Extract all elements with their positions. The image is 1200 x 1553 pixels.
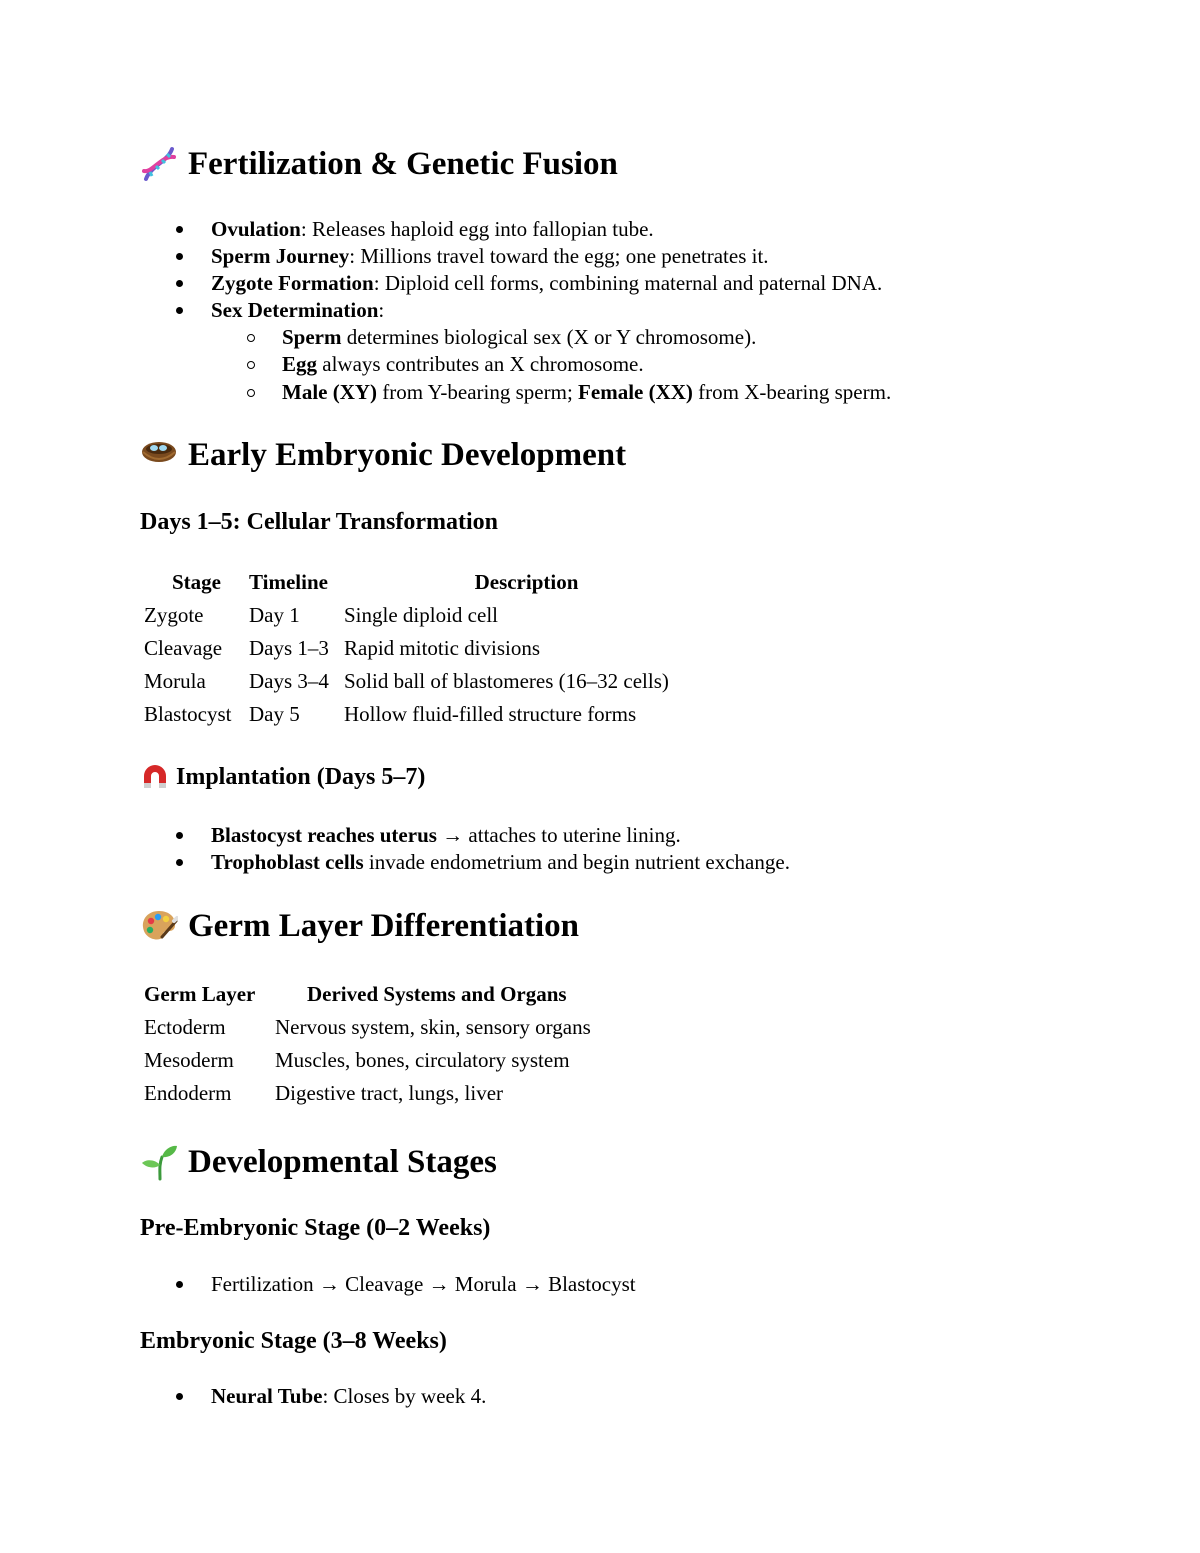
table-cell: Mesoderm (144, 1048, 234, 1072)
section-heading-germ (140, 904, 579, 948)
stages-table (144, 566, 709, 731)
section-title: Germ Layer Differentiation (188, 907, 580, 944)
nest-icon (140, 436, 178, 474)
table-cell: Muscles, bones, circulatory system (275, 1048, 570, 1072)
section-heading-stages (140, 1140, 497, 1184)
table-header: Description (474, 570, 579, 594)
list-item: Sex Determination: (211, 298, 385, 322)
bullet-icon (176, 253, 186, 263)
table-cell: Blastocyst (144, 702, 232, 726)
table-cell: Day 5 (249, 702, 300, 726)
subsection-title: Embryonic Stage (3–8 Weeks) (140, 1328, 447, 1354)
table-row (144, 599, 709, 632)
table-header-row (144, 978, 667, 1011)
table-cell: Solid ball of blastomeres (16–32 cells) (344, 669, 669, 693)
table-cell: Digestive tract, lungs, liver (275, 1081, 504, 1105)
circle-bullet-icon (247, 361, 257, 371)
list-item: Zygote Formation: Diploid cell forms, combining maternal and paternal DNA. (211, 271, 883, 295)
table-row (144, 698, 709, 731)
table-cell: Nervous system, skin, sensory organs (275, 1015, 591, 1039)
section-heading-fertilization (140, 142, 618, 186)
table-row (144, 1044, 667, 1077)
seedling-icon (140, 1143, 178, 1181)
table-cell: Rapid mitotic divisions (344, 636, 541, 660)
section-title: Developmental Stages (188, 1143, 497, 1180)
subsection-title: Pre-Embryonic Stage (0–2 Weeks) (140, 1215, 491, 1241)
table-row (144, 1077, 667, 1110)
table-cell: Zygote (144, 603, 204, 627)
table-row (144, 1011, 667, 1044)
table-header: Germ Layer (144, 982, 256, 1006)
section-title: Fertilization & Genetic Fusion (188, 145, 618, 182)
germ-layer-table (144, 978, 667, 1110)
magnet-icon (140, 762, 170, 792)
table-cell: Ectoderm (144, 1015, 226, 1039)
bullet-icon (176, 307, 186, 317)
table-header: Stage (172, 570, 221, 594)
table-cell: Cleavage (144, 636, 223, 660)
list-subitem: Egg always contributes an X chromosome. (282, 352, 644, 376)
dna-icon (140, 145, 178, 183)
bullet-icon (176, 1393, 186, 1403)
table-row (144, 632, 709, 665)
table-cell: Days 1–3 (249, 636, 329, 660)
table-cell: Days 3–4 (249, 669, 329, 693)
table-cell: Hollow fluid-filled structure forms (344, 702, 637, 726)
table-header: Derived Systems and Organs (307, 982, 567, 1006)
table-cell: Morula (144, 669, 206, 693)
list-subitem: Male (XY) from Y-bearing sperm; Female (XX) from X-bearing sperm. (282, 380, 892, 404)
table-row (144, 665, 709, 698)
table-cell: Endoderm (144, 1081, 232, 1105)
palette-icon (140, 907, 178, 945)
section-heading-early (140, 433, 626, 477)
list-item: Ovulation: Releases haploid egg into fallopian tube. (211, 217, 654, 241)
table-header-row (144, 566, 709, 599)
circle-bullet-icon (247, 334, 257, 344)
subsection-title: Days 1–5: Cellular Transformation (140, 509, 498, 535)
section-heading-implantation (140, 760, 425, 794)
section-title: Early Embryonic Development (188, 436, 627, 473)
list-item: Blastocyst reaches uterus → attaches to uterine lining. (211, 823, 681, 847)
table-cell: Single diploid cell (344, 603, 498, 627)
bullet-icon (176, 832, 186, 842)
list-item: Neural Tube: Closes by week 4. (211, 1384, 487, 1408)
list-subitem: Sperm determines biological sex (X or Y chromosome). (282, 325, 757, 349)
list-item: Sperm Journey: Millions travel toward the egg; one penetrates it. (211, 244, 769, 268)
list-item: Trophoblast cells invade endometrium and begin nutrient exchange. (211, 850, 790, 874)
table-header: Timeline (249, 570, 328, 594)
bullet-icon (176, 1281, 186, 1291)
bullet-icon (176, 280, 186, 290)
list-item: Fertilization → Cleavage → Morula → Blastocyst (211, 1272, 636, 1296)
bullet-icon (176, 859, 186, 869)
bullet-icon (176, 226, 186, 236)
table-cell: Day 1 (249, 603, 300, 627)
circle-bullet-icon (247, 389, 257, 399)
section-title: Implantation (Days 5–7) (176, 763, 426, 790)
